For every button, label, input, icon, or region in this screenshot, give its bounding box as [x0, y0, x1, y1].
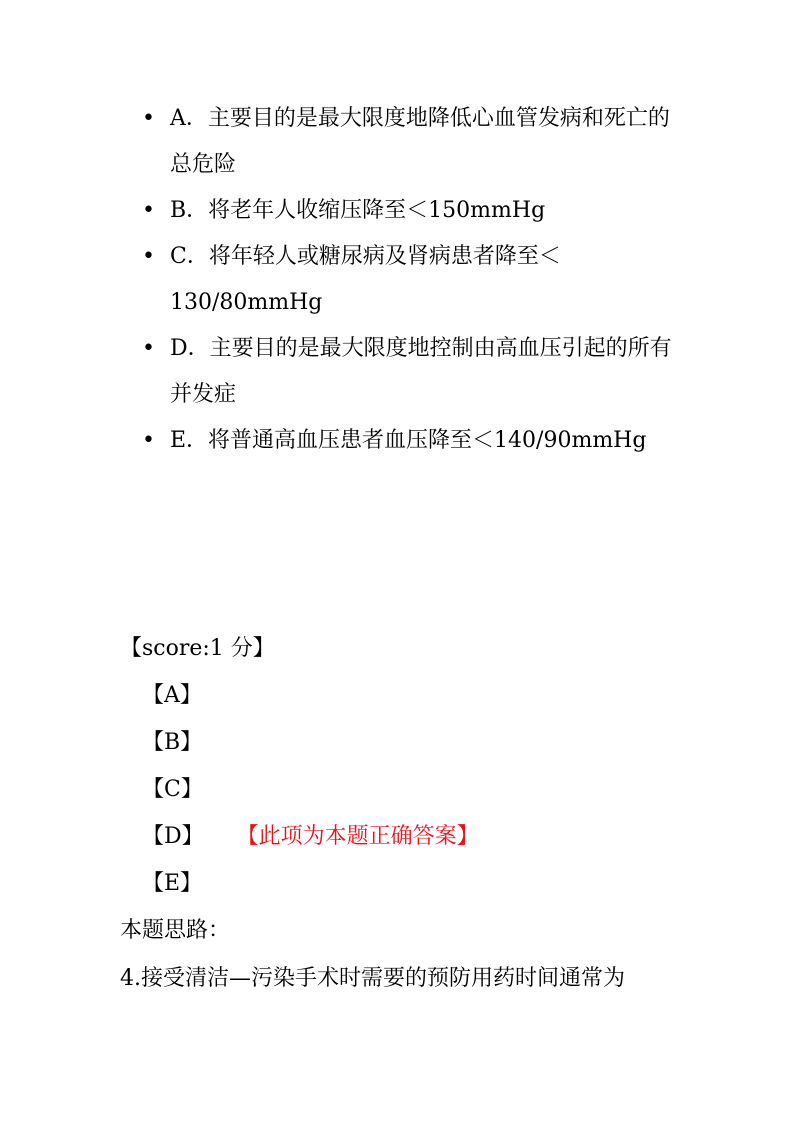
score-label: 【score:1 分】 [120, 636, 275, 661]
option-text: D．主要目的是最大限度地控制由高血压引起的所有并发症 [170, 336, 672, 407]
option-text: C．将年轻人或糖尿病及肾病患者降至＜130/80mmHg [170, 244, 561, 315]
option-c [140, 234, 680, 326]
bullet-icon: • [142, 244, 155, 269]
answer-c [120, 766, 720, 813]
bullet-icon: • [142, 428, 155, 453]
option-d [140, 326, 680, 418]
answer-b [120, 719, 720, 766]
option-e [140, 418, 680, 464]
bullet-icon: • [142, 336, 155, 361]
option-text: E．将普通高血压患者血压降至＜140/90mmHg [170, 428, 647, 453]
option-a [140, 96, 680, 188]
option-text: B．将老年人收缩压降至＜150mmHg [170, 198, 546, 223]
correct-answer-mark: 【此项为本题正确答案】 [247, 824, 479, 849]
answer-list [120, 672, 720, 907]
option-text: A．主要目的是最大限度地降低心血管发病和死亡的总危险 [170, 106, 670, 177]
answer-label: 【D】 [142, 824, 204, 849]
answer-label: 【E】 [142, 871, 203, 896]
answer-a [120, 672, 720, 719]
answer-e [120, 860, 720, 907]
bullet-icon: • [142, 198, 155, 223]
answer-label: 【B】 [142, 730, 203, 755]
answer-d [120, 813, 720, 860]
option-b [140, 188, 680, 234]
bullet-icon: • [142, 106, 155, 131]
answer-label: 【A】 [142, 683, 202, 708]
thinking-label: 本题思路： [120, 918, 231, 943]
answer-label: 【C】 [142, 777, 203, 802]
option-list [140, 96, 680, 464]
answer-section [120, 626, 720, 1004]
next-question-text: 4.接受清洁—污染手术时需要的预防用药时间通常为 [120, 966, 625, 991]
